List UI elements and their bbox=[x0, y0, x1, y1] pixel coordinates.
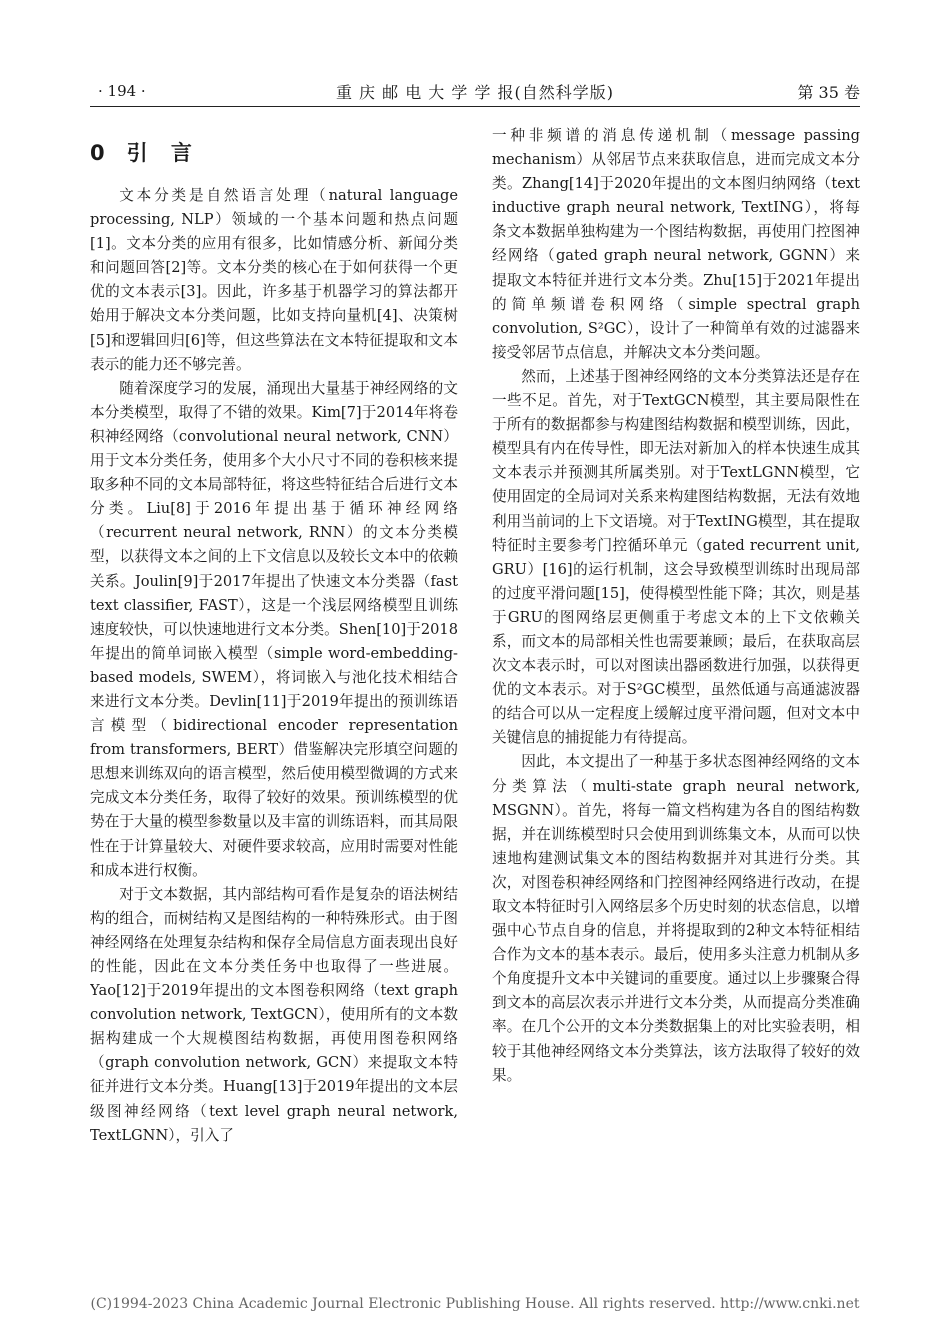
paragraph: 随着深度学习的发展，涌现出大量基于神经网络的文本分类模型，取得了不错的效果。Kim[7]于2014年将卷积神经网络（convolutional neural network, CNN）用于文本分类任务，使用多个大小尺寸不同的卷积核来提取多种不同的文本局部特征，将这些特征结合后进行文本分类。Liu[8]于2016年提出基于循环神经网络（recurrent neural network, RNN）的文本分类模型，以获得文本之间的上下文信息以及较长文本中的依赖关系。Joulin[9]于2017年提出了快速文本分类器（fast text classifier, FAST），这是一个浅层网络模型且训练速度较快，可以快速地进行文本分类。Shen[10]于2018年提出的简单词嵌入模型（simple word-embedding-based models, SWEM），将词嵌入与池化技术相结合来进行文本分类。Devlin[11]于2019年提出的预训练语言模型（bidirectional encoder representation from transformers, BERT）借鉴解决完形填空问题的思想来训练双向的语言模型，然后使用模型微调的方式来完成文本分类任务，取得了较好的效果。预训练模型的优势在于大量的模型参数量以及丰富的训练语料，而其局限性在于计算量较大、对硬件要求较高，应用时需要对性能和成本进行权衡。 bbox=[90, 379, 458, 879]
right-column bbox=[492, 124, 860, 1244]
section-heading bbox=[90, 136, 458, 176]
paragraph: 因此，本文提出了一种基于多状态图神经网络的文本分类算法（multi-state graph neural network, MSGNN）。首先，将每一篇文档构建为各自的图结构数据，并在训练模型时只会使用到训练集文本，从而可以快速地构建测试集文本的图结构数据并对其进行分类。其次，对图卷积神经网络和门控图神经网络进行改动，在提取文本特征时引入网络层多个历史时刻的状态信息，以增强中心节点自身的信息，并将提取到的2种文本特征相结合作为文本的基本表示。最后，使用多头注意力机制从多个角度提升文本中关键词的重要度。通过以上步骤聚合得到文本的高层次表示并进行文本分类，从而提高分类准确率。在几个公开的文本分类数据集上的对比实验表明，相较于其他神经网络文本分类算法，该方法取得了较好的效果。 bbox=[492, 753, 860, 1084]
page-number: · 194 · bbox=[98, 82, 146, 100]
section-number: 0 bbox=[90, 141, 113, 165]
volume-label: 第 35 卷 bbox=[797, 83, 860, 102]
paragraph: 对于文本数据，其内部结构可看作是复杂的语法树结构的组合，而树结构又是图结构的一种特殊形式。由于图神经网络在处理复杂结构和保存全局信息方面表现出良好的性能，因此在文本分类任务中也取得了一些进展。Yao[12]于2019年提出的文本图卷积网络（text graph convolution network, TextGCN），使用所有的文本数据构建成一个大规模图结构数据，再使用图卷积网络（graph convolution network, GCN）来提取文本特征并进行文本分类。Huang[13]于2019年提出的文本层级图神经网络（text level graph neural network, TextLGNN），引入了 bbox=[90, 885, 458, 1144]
running-header bbox=[90, 76, 860, 107]
copyright-footer: (C)1994-2023 China Academic Journal Electronic Publishing House. All rights reserved. http://www.cnki.net bbox=[90, 1296, 860, 1312]
left-column bbox=[90, 132, 458, 1252]
paragraph: 然而，上述基于图神经网络的文本分类算法还是存在一些不足。首先，对于TextGCN模型，其主要局限性在于所有的数据都参与构建图结构数据和模型训练，因此，模型具有内在传导性，即无法对新加入的样本快速生成其文本表示并预测其所属类别。对于TextLGNN模型，它使用固定的全局词对关系来构建图结构数据，无法有效地利用当前词的上下文语境。对于TextING模型，其在提取特征时主要参考门控循环单元（gated recurrent unit, GRU）[16]的运行机制，这会导致模型训练时出现局部的过度平滑问题[15]，使得模型性能下降；其次，则是基于GRU的图网络层更侧重于考虑文本的上下文依赖关系，而文本的局部相关性也需要兼顾；最后，在获取高层次文本表示时，可以对图读出器函数进行加强，以获得更优的文本表示。对于S²GC模型，虽然低通与高通滤波器的结合可以从一定程度上缓解过度平滑问题，但对文本中关键信息的捕捉能力有待提高。 bbox=[492, 367, 860, 747]
paragraph: 文本分类是自然语言处理（natural language processing, NLP）领域的一个基本问题和热点问题[1]。文本分类的应用有很多，比如情感分析、新闻分类和问题回答[2]等。文本分类的核心在于如何获得一个更优的文本表示[3]。因此，许多基于机器学习的算法都开始用于解决文本分类问题，比如支持向量机[4]、决策树[5]和逻辑回归[6]等，但这些算法在文本特征提取和文本表示的能力还不够完善。 bbox=[90, 187, 458, 373]
paragraph-continuation: 一种非频谱的消息传递机制（message passing mechanism）从邻居节点来获取信息，进而完成文本分类。Zhang[14]于2020年提出的文本图归纳网络（text inductive graph neural network, TextING），将每条文本数据单独构建为一个图结构数据，再使用门控图神经网络（gated graph neural network, GGNN）来提取文本特征并进行文本分类。Zhu[15]于2021年提出的简单频谱卷积网络（simple spectral graph convolution, S²GC），设计了一种简单有效的过滤器来接受邻居节点信息，并解决文本分类问题。 bbox=[492, 127, 860, 361]
section-title: 引 言 bbox=[126, 141, 200, 165]
journal-title: 重 庆 邮 电 大 学 学 报(自然科学版) bbox=[335, 83, 615, 102]
